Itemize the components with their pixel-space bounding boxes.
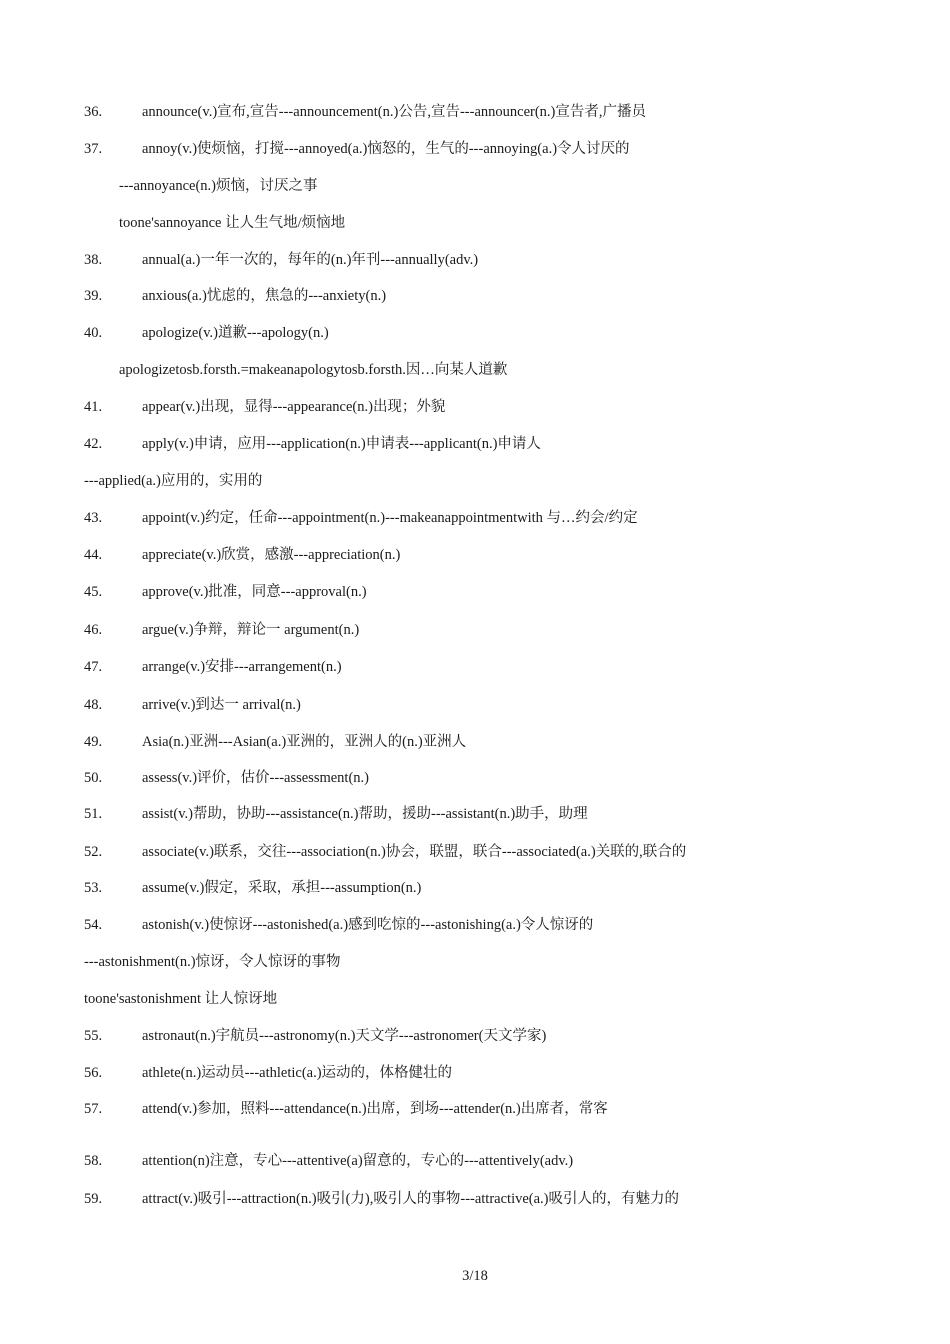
continuation-text: ---applied(a.)应用的，实用的 — [84, 473, 263, 489]
entry-number: 52. — [84, 844, 103, 860]
entry-text: astonish(v.)使惊讶---astonished(a.)感到吃惊的---astonishing(a.)令人惊讶的 — [142, 917, 594, 933]
entry-text: arrive(v.)到达一 arrival(n.) — [142, 697, 301, 713]
entry-text: appoint(v.)约定，任命---appointment(n.)---makeanappointmentwith 与…约会/约定 — [142, 510, 638, 526]
entry-number: 41. — [84, 399, 103, 415]
entry-number: 57. — [84, 1101, 103, 1117]
entry-text: appreciate(v.)欣赏，感激---appreciation(n.) — [142, 547, 401, 563]
entry-text: Asia(n.)亚洲---Asian(a.)亚洲的，亚洲人的(n.)亚洲人 — [142, 734, 467, 750]
continuation-text: apologizetosb.forsth.=makeanapologytosb.forsth.因…向某人道歉 — [119, 362, 508, 378]
entry-number: 47. — [84, 659, 103, 675]
entry-number: 50. — [84, 770, 103, 786]
page-number: 3/18 — [462, 1268, 488, 1284]
continuation-text: ---annoyance(n.)烦恼，讨厌之事 — [119, 178, 318, 194]
entry-number: 56. — [84, 1065, 103, 1081]
entry-number: 39. — [84, 288, 103, 304]
entry-text: appear(v.)出现，显得---appearance(n.)出现；外貌 — [142, 399, 446, 415]
entry-text: astronaut(n.)宇航员---astronomy(n.)天文学---astronomer(天文学家) — [142, 1028, 547, 1044]
entry-number: 46. — [84, 622, 103, 638]
entry-text: assess(v.)评价，估价---assessment(n.) — [142, 770, 369, 786]
entry-text: attention(n)注意，专心---attentive(a)留意的，专心的---attentively(adv.) — [142, 1153, 574, 1169]
entry-text: assist(v.)帮助，协助---assistance(n.)帮助，援助---assistant(n.)助手，助理 — [142, 806, 588, 822]
entry-number: 54. — [84, 917, 103, 933]
entry-number: 36. — [84, 104, 103, 120]
entry-number: 44. — [84, 547, 103, 563]
entry-number: 55. — [84, 1028, 103, 1044]
entry-text: attract(v.)吸引---attraction(n.)吸引(力),吸引人的事物---attractive(a.)吸引人的，有魅力的 — [142, 1191, 680, 1207]
entry-number: 53. — [84, 880, 103, 896]
entry-text: annual(a.)一年一次的，每年的(n.)年刊---annually(adv.) — [142, 252, 479, 268]
entry-text: associate(v.)联系，交往---association(n.)协会，联盟，联合---associated(a.)关联的,联合的 — [142, 844, 687, 860]
entry-number: 45. — [84, 584, 103, 600]
entry-text: arrange(v.)安排---arrangement(n.) — [142, 659, 342, 675]
continuation-text: ---astonishment(n.)惊讶，令人惊讶的事物 — [84, 954, 341, 970]
entry-text: apologize(v.)道歉---apology(n.) — [142, 325, 329, 341]
entry-text: approve(v.)批准，同意---approval(n.) — [142, 584, 367, 600]
entry-number: 40. — [84, 325, 103, 341]
entry-number: 51. — [84, 806, 103, 822]
entry-text: announce(v.)宣布,宣告---announcement(n.)公告,宣告---announcer(n.)宣告者,广播员 — [142, 104, 646, 120]
entry-text: anxious(a.)忧虑的，焦急的---anxiety(n.) — [142, 288, 387, 304]
continuation-text: toone'sastonishment 让人惊讶地 — [84, 991, 278, 1007]
entry-number: 42. — [84, 436, 103, 452]
entry-number: 38. — [84, 252, 103, 268]
entry-text: attend(v.)参加，照料---attendance(n.)出席，到场---attender(n.)出席者，常客 — [142, 1101, 608, 1117]
entry-number: 48. — [84, 697, 103, 713]
entry-text: argue(v.)争辩，辩论一 argument(n.) — [142, 622, 360, 638]
entry-text: annoy(v.)使烦恼，打搅---annoyed(a.)恼怒的，生气的---annoying(a.)令人讨厌的 — [142, 141, 630, 157]
entry-number: 49. — [84, 734, 103, 750]
entry-number: 43. — [84, 510, 103, 526]
entry-text: apply(v.)申请，应用---application(n.)申请表---applicant(n.)申请人 — [142, 436, 541, 452]
entry-number: 58. — [84, 1153, 103, 1169]
entry-number: 59. — [84, 1191, 103, 1207]
entry-text: athlete(n.)运动员---athletic(a.)运动的，体格健壮的 — [142, 1065, 453, 1081]
entry-number: 37. — [84, 141, 103, 157]
continuation-text: toone'sannoyance 让人生气地/烦恼地 — [119, 215, 346, 231]
entry-text: assume(v.)假定，采取，承担---assumption(n.) — [142, 880, 422, 896]
